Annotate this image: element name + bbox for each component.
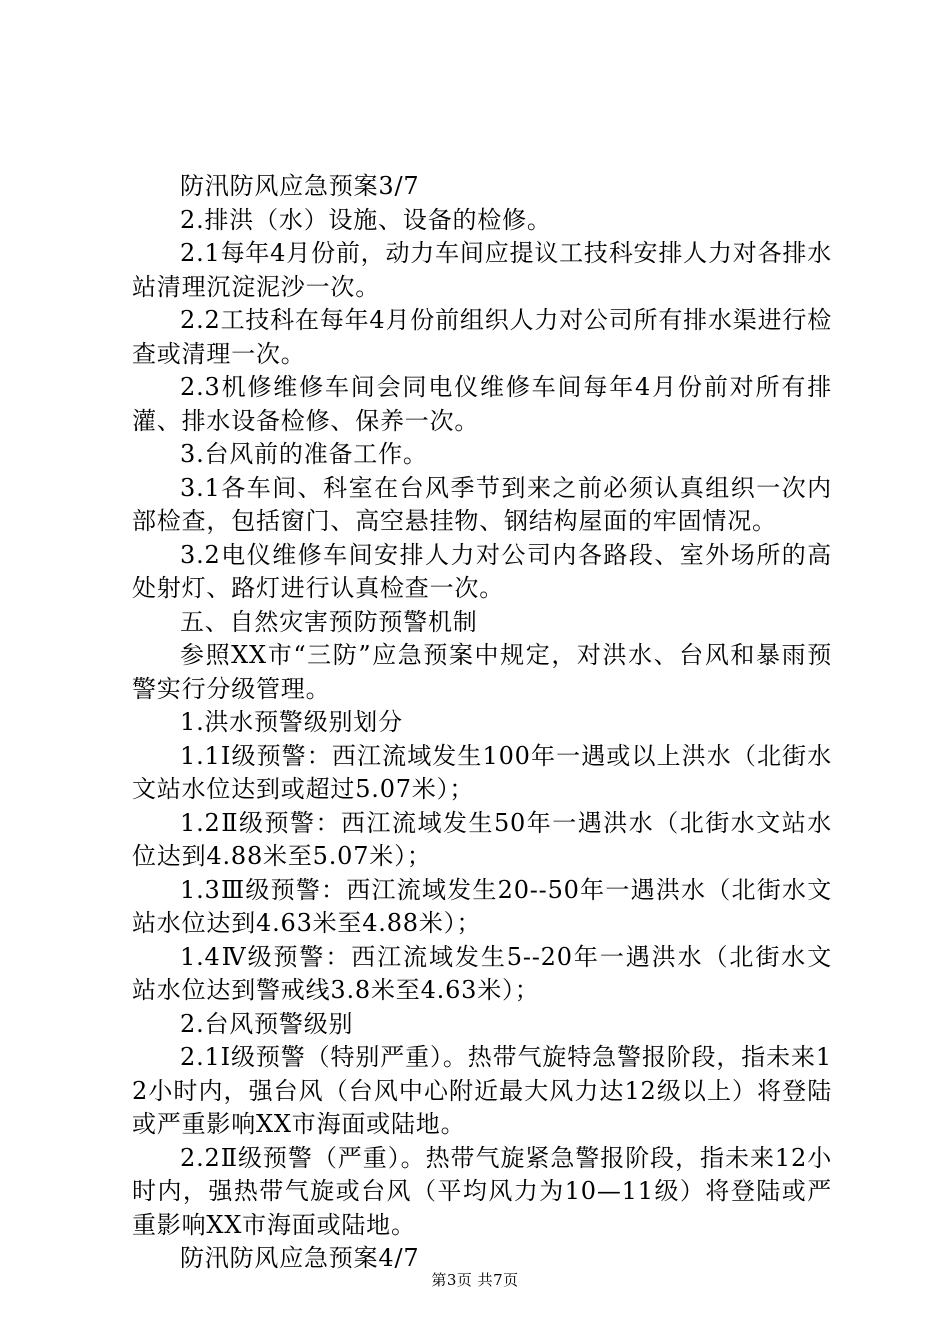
body-paragraph: 2.2工技科在每年4月份前组织人力对公司所有排水渠进行检查或清理一次。 bbox=[132, 306, 832, 368]
body-paragraph: 参照XX市“三防”应急预案中规定，对洪水、台风和暴雨预警实行分级管理。 bbox=[132, 641, 832, 703]
body-paragraph: 2.1每年4月份前，动力车间应提议工技科安排人力对各排水站清理沉淀泥沙一次。 bbox=[132, 239, 832, 301]
section-heading: 1.洪水预警级别划分 bbox=[180, 708, 403, 736]
body-paragraph: 1.2Ⅱ级预警：西江流域发生50年一遇洪水（北街水文站水位达到4.88米至5.07米）； bbox=[132, 808, 832, 870]
body-paragraph: 2.3机修维修车间会同电仪维修车间每年4月份前对所有排灌、排水设备检修、保养一次。 bbox=[132, 373, 832, 435]
body-paragraph: 1.3Ⅲ级预警：西江流域发生20--50年一遇洪水（北街水文站水位达到4.63米至4.88米）； bbox=[132, 875, 832, 937]
body-paragraph: 2.2Ⅱ级预警（严重）。热带气旋紧急警报阶段，指未来12小时内，强热带气旋或台风（平均风力为10—11级）将登陆或严重影响XX市海面或陆地。 bbox=[132, 1143, 832, 1239]
page-footer: 第3页 共7页 bbox=[431, 1271, 519, 1289]
section-heading: 2.排洪（水）设施、设备的检修。 bbox=[180, 205, 552, 234]
body-paragraph: 3.1各车间、科室在台风季节到来之前必须认真组织一次内部检查，包括窗门、高空悬挂物、钢结构屋面的牢固情况。 bbox=[132, 473, 832, 535]
body-paragraph: 1.1Ⅰ级预警：西江流域发生100年一遇或以上洪水（北街水文站水位达到或超过5.07米）； bbox=[132, 741, 832, 803]
body-paragraph: 3.2电仪维修车间安排人力对公司内各路段、室外场所的高处射灯、路灯进行认真检查一次。 bbox=[132, 540, 832, 602]
body-paragraph: 1.4Ⅳ级预警：西江流域发生5--20年一遇洪水（北街水文站水位达到警戒线3.8米至4.63米）； bbox=[132, 942, 832, 1004]
body-paragraph: 2.1Ⅰ级预警（特别严重）。热带气旋特急警报阶段，指未来12小时内，强台风（台风中心附近最大风力达12级以上）将登陆或严重影响XX市海面或陆地。 bbox=[132, 1043, 832, 1138]
chapter-heading: 五、自然灾害预防预警机制 bbox=[180, 607, 478, 636]
section-heading: 3.台风前的准备工作。 bbox=[180, 440, 428, 468]
section-heading: 2.台风预警级别 bbox=[180, 1009, 354, 1038]
page-header-text: 防汛防风应急预案4/7 bbox=[180, 1244, 420, 1272]
document-body bbox=[132, 170, 832, 1276]
page-header-text: 防汛防风应急预案3/7 bbox=[180, 172, 420, 200]
